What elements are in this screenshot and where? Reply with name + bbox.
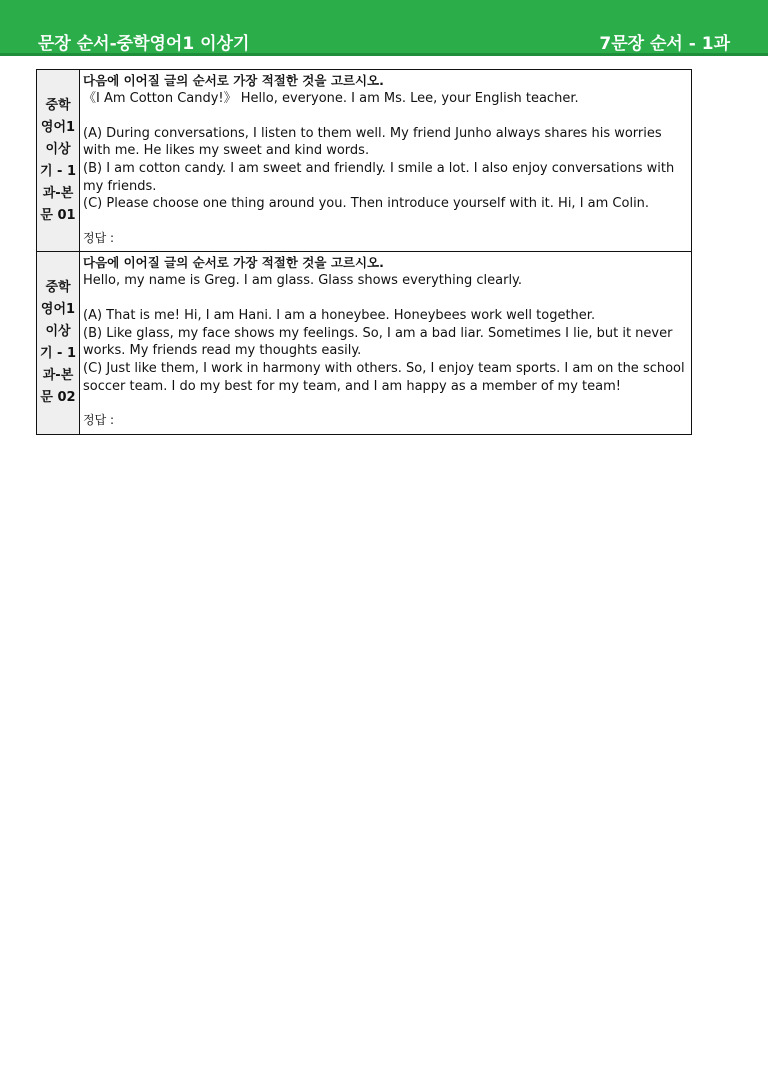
- question-row: [37, 252, 692, 434]
- passage-intro: 《I Am Cotton Candy!》 Hello, everyone. I am Ms. Lee, your English teacher.: [83, 90, 579, 106]
- option-b: (B) Like glass, my face shows my feelings. So, I am a bad liar. Sometimes I lie, but it never works. My friends read my thoughts easily.: [83, 325, 673, 359]
- option-a: (A) During conversations, I listen to them well. My friend Junho always shares his worries with me. He likes my sweet and kind words.: [83, 125, 662, 159]
- label-line: 기 - 1: [39, 346, 77, 362]
- option-c: (C) Just like them, I work in harmony with others. So, I enjoy team sports. I am on the school soccer team. I do my best for my team, and I am happy as a member of my team!: [83, 360, 685, 394]
- label-line: 중학: [45, 97, 71, 113]
- worksheet-title: 문장 순서-중학영어1 이상기: [38, 34, 250, 54]
- question-label: [37, 70, 80, 252]
- option-c: (C) Please choose one thing around you. Then introduce yourself with it. Hi, I am Colin.: [83, 196, 650, 212]
- label-line: 과-본: [42, 368, 74, 384]
- question-content: [80, 70, 692, 252]
- label-line: 기 - 1: [39, 163, 77, 179]
- page-header: [0, 0, 768, 56]
- option-a: (A) That is me! Hi, I am Hani. I am a honeybee. Honeybees work well together.: [83, 308, 596, 324]
- unit-label: 7문장 순서 - 1과: [599, 34, 730, 54]
- label-line: 문 01: [40, 207, 76, 223]
- question-content: [80, 252, 692, 434]
- question-table: [36, 69, 692, 435]
- label-line: 중학: [45, 280, 71, 296]
- question-label: [37, 252, 80, 434]
- answer-label: 정답 :: [83, 413, 115, 428]
- label-line: 영어1: [40, 302, 76, 318]
- label-line: 문 02: [40, 390, 76, 406]
- label-line: 이상: [45, 324, 71, 340]
- option-b: (B) I am cotton candy. I am sweet and friendly. I smile a lot. I also enjoy conversations with my friends.: [83, 160, 675, 194]
- label-line: 과-본: [42, 185, 74, 201]
- question-instruction: 다음에 이어질 글의 순서로 가장 적절한 것을 고르시오.: [83, 73, 384, 88]
- question-instruction: 다음에 이어질 글의 순서로 가장 적절한 것을 고르시오.: [83, 255, 384, 271]
- passage-intro: Hello, my name is Greg. I am glass. Glass shows everything clearly.: [83, 272, 523, 288]
- label-line: 이상: [45, 141, 71, 157]
- answer-label: 정답 :: [83, 230, 115, 245]
- question-row: [37, 70, 692, 252]
- label-line: 영어1: [40, 119, 76, 135]
